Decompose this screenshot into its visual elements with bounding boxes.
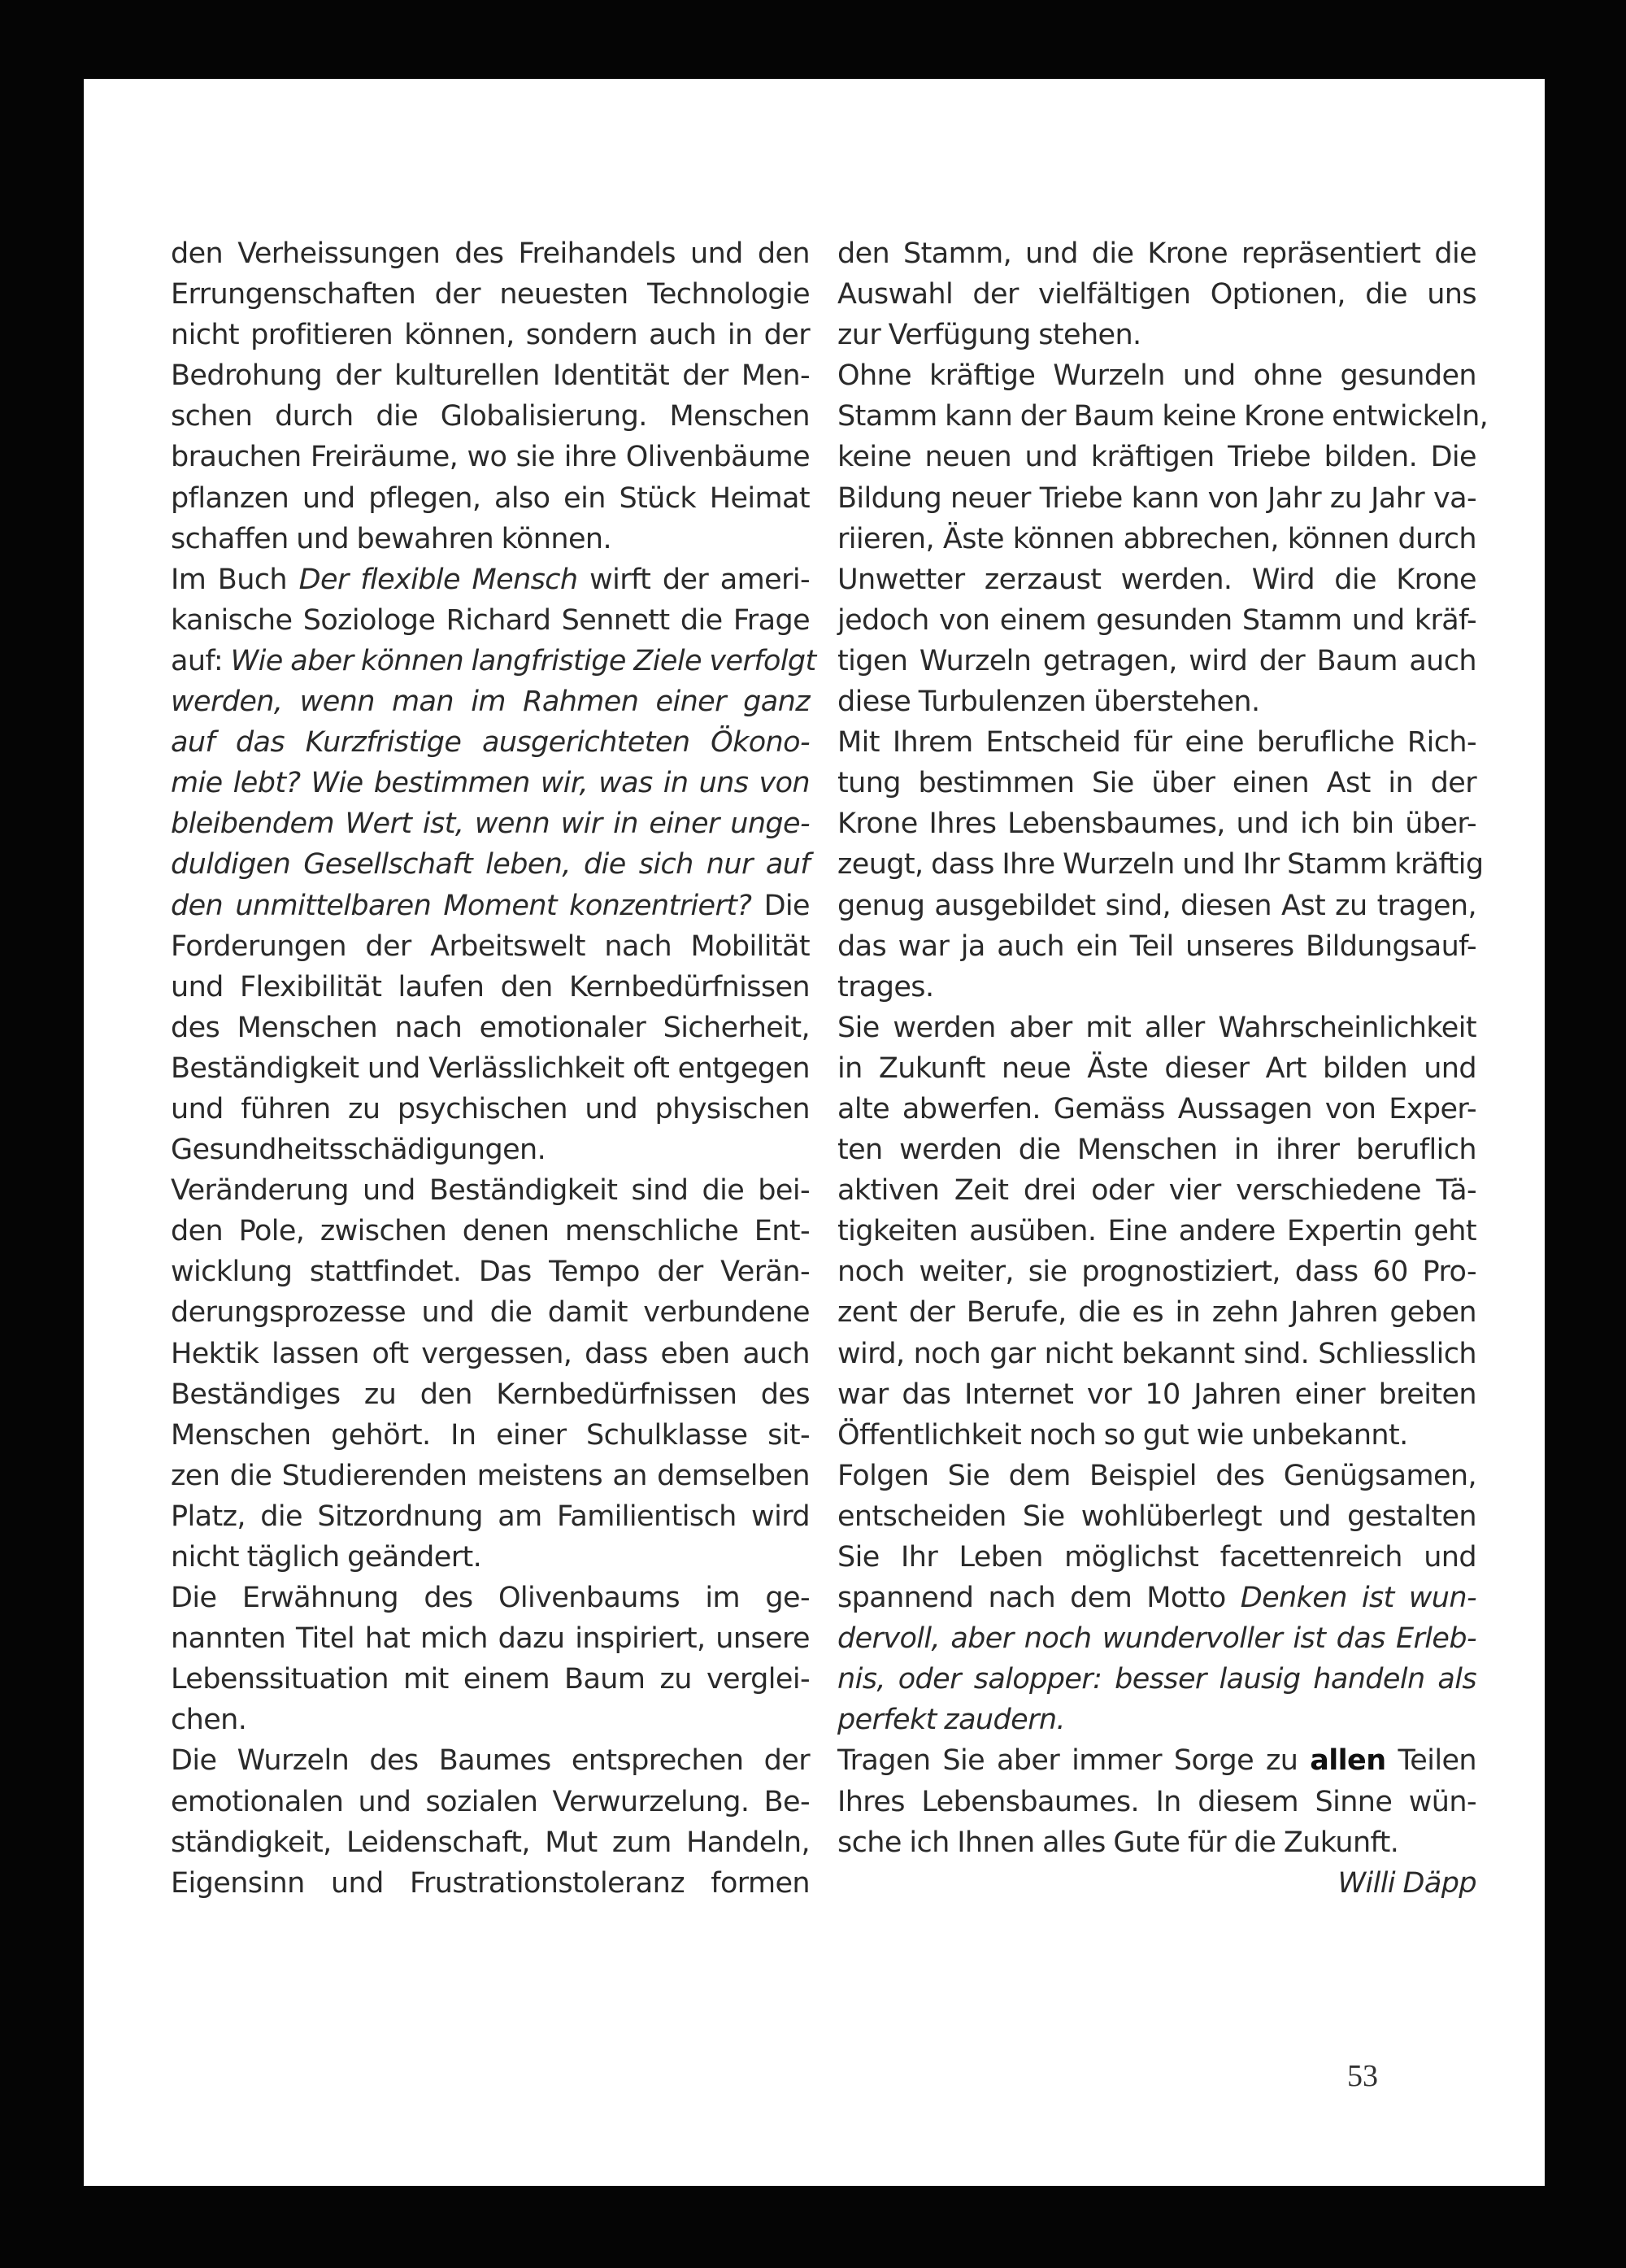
- text-run: Tragen Sie aber immer Sorge zu: [837, 1744, 1311, 1778]
- text-line: [171, 1496, 810, 1537]
- text-line: [171, 1211, 810, 1252]
- text-line: [837, 681, 1476, 722]
- text-run: Folgen Sie dem Beispiel des Genügsamen,: [837, 1459, 1476, 1492]
- paragraph: [837, 233, 1476, 355]
- italic-text: Wie aber können langfristige Ziele verfolgt: [230, 644, 816, 677]
- text-run: den Pole, zwischen denen menschliche Ent-: [171, 1215, 810, 1248]
- text-line: [837, 355, 1476, 396]
- italic-text: nis, oder salopper: besser lausig handeln als: [837, 1663, 1476, 1696]
- text-line: [171, 803, 810, 844]
- text-line: [171, 600, 810, 641]
- text-run: und Flexibilität laufen den Kernbedürfnissen: [171, 970, 810, 1003]
- text-line: [171, 274, 810, 315]
- text-run: tung bestimmen Sie über einen Ast in der: [837, 767, 1476, 800]
- text-line: [171, 1659, 810, 1700]
- text-line: [171, 1863, 810, 1904]
- text-line: [837, 600, 1476, 641]
- text-line: [837, 1292, 1476, 1333]
- text-line: [171, 519, 810, 559]
- text-line: [171, 1618, 810, 1659]
- italic-text: dervoll, aber noch wundervoller ist das Erleb-: [837, 1622, 1476, 1656]
- text-line: [837, 233, 1476, 274]
- text-run: Hektik lassen oft vergessen, dass eben auch: [171, 1337, 810, 1370]
- paragraph: [171, 559, 816, 1170]
- text-run: war das Internet vor 10 Jahren einer breiten: [837, 1378, 1476, 1411]
- text-run: chen.: [171, 1704, 247, 1737]
- document-page: [84, 79, 1545, 2186]
- text-line: [171, 1782, 810, 1822]
- paragraph: [171, 1578, 810, 1740]
- text-run: Beständigkeit und Verlässlichkeit oft entgegen: [171, 1051, 810, 1085]
- text-line: [837, 641, 1476, 681]
- text-run: nicht profitieren können, sondern auch in der: [171, 319, 810, 352]
- text-line: [171, 844, 810, 885]
- text-line: [171, 1740, 810, 1781]
- text-run: Im Buch: [171, 563, 299, 596]
- text-run: Menschen gehört. In einer Schulklasse sit-: [171, 1418, 810, 1452]
- text-run: Stamm kann der Baum keine Krone entwickeln,: [837, 400, 1489, 433]
- text-run: genug ausgebildet sind, diesen Ast zu tragen,: [837, 889, 1476, 922]
- text-run: Errungenschaften der neuesten Technologie: [171, 278, 810, 311]
- text-run: derungsprozesse und die damit verbundene: [171, 1296, 810, 1330]
- italic-text: auf das Kurzfristige ausgerichteten Ökono-: [171, 726, 810, 760]
- text-run: schen durch die Globalisierung. Menschen: [171, 400, 810, 433]
- text-line: [837, 1089, 1476, 1130]
- text-line: [837, 478, 1476, 519]
- text-line: [171, 1374, 810, 1415]
- text-run: zen die Studierenden meistens an demselben: [171, 1459, 810, 1492]
- text-run: riieren, Äste können abbrechen, können durch: [837, 522, 1476, 555]
- italic-text: Der flexible Mensch: [298, 563, 578, 596]
- text-line: [171, 1334, 810, 1374]
- text-run: den Stamm, und die Krone repräsentiert die: [837, 237, 1476, 270]
- paragraph: [171, 1740, 810, 1903]
- text-line: [171, 1415, 810, 1456]
- text-line: [171, 1292, 810, 1333]
- text-run: Ihres Lebensbaumes. In diesem Sinne wün-: [837, 1785, 1476, 1818]
- text-line: [837, 315, 1476, 355]
- text-line: [837, 1700, 1476, 1740]
- text-line: [171, 315, 810, 355]
- text-line: [837, 1252, 1476, 1292]
- paragraph: [171, 233, 810, 559]
- text-run: Forderungen der Arbeitswelt nach Mobilität: [171, 929, 810, 963]
- text-run: aktiven Zeit drei oder vier verschiedene Tä-: [837, 1174, 1476, 1208]
- text-run: und führen zu psychischen und physischen: [171, 1092, 810, 1125]
- text-run: Die Erwähnung des Olivenbaums im ge-: [171, 1582, 810, 1615]
- text-run: zeugt, dass Ihre Wurzeln und Ihr Stamm kräftig: [837, 848, 1484, 882]
- text-run: Mit Ihrem Entscheid für eine berufliche Rich-: [837, 726, 1476, 760]
- text-line: [171, 396, 810, 437]
- text-line: [171, 1170, 810, 1211]
- text-run: tigen Wurzeln getragen, wird der Baum auch: [837, 644, 1476, 677]
- text-run: Beständiges zu den Kernbedürfnissen des: [171, 1378, 810, 1411]
- text-line: [837, 1130, 1476, 1170]
- text-run: Eigensinn und Frustrationstoleranz formen: [171, 1866, 810, 1900]
- text-line: [837, 803, 1476, 844]
- page-number: 53: [1347, 2059, 1378, 2093]
- italic-text: den unmittelbaren Moment konzentriert?: [171, 889, 752, 922]
- text-line: [837, 1374, 1476, 1415]
- left-column: [171, 233, 816, 1904]
- text-line: [171, 1578, 810, 1618]
- text-line: [171, 1700, 810, 1740]
- text-line: [171, 559, 810, 600]
- text-run: emotionalen und sozialen Verwurzelung. Be-: [171, 1785, 810, 1818]
- text-line: [171, 355, 810, 396]
- text-line: [171, 1048, 810, 1089]
- text-line: [837, 722, 1476, 763]
- text-run: nicht täglich geändert.: [171, 1541, 482, 1574]
- text-line: [837, 1048, 1476, 1089]
- text-run: sche ich Ihnen alles Gute für die Zukunft.: [837, 1826, 1399, 1859]
- text-line: [171, 1822, 810, 1863]
- text-line: [837, 1578, 1476, 1618]
- text-run: den Verheissungen des Freihandels und den: [171, 237, 810, 270]
- text-line: [171, 926, 810, 967]
- text-line: [171, 763, 810, 803]
- text-line: [171, 1130, 810, 1170]
- text-run: schaffen und bewahren können.: [171, 522, 612, 555]
- text-run: Unwetter zerzaust werden. Wird die Krone: [837, 563, 1476, 596]
- text-run: Veränderung und Beständigkeit sind die bei-: [171, 1174, 810, 1208]
- right-column: [837, 233, 1489, 1904]
- text-run: Bedrohung der kulturellen Identität der Men-: [171, 359, 810, 393]
- signature-line: [837, 1863, 1476, 1904]
- text-line: [171, 1008, 810, 1048]
- text-run: des Menschen nach emotionaler Sicherheit,: [171, 1011, 810, 1044]
- text-line: [837, 396, 1489, 437]
- text-run: Öffentlichkeit noch so gut wie unbekannt.: [837, 1418, 1408, 1452]
- text-run: Gesundheitsschädigungen.: [171, 1134, 546, 1167]
- text-run: entscheiden Sie wohlüberlegt und gestalten: [837, 1500, 1476, 1533]
- italic-text: werden, wenn man im Rahmen einer ganz: [171, 686, 810, 719]
- text-run: kanische Soziologe Richard Sennett die Frage: [171, 603, 810, 637]
- text-line: [837, 437, 1476, 477]
- text-line: [837, 886, 1476, 926]
- text-line: [171, 437, 810, 477]
- paragraph: [171, 1170, 810, 1578]
- text-line: [171, 1537, 810, 1578]
- italic-text: bleibendem Wert ist, wenn wir in einer unge-: [171, 808, 810, 841]
- text-run: alte abwerfen. Gemäss Aussagen von Exper-: [837, 1092, 1476, 1125]
- text-run: jedoch von einem gesunden Stamm und kräf-: [837, 603, 1476, 637]
- text-run: auf:: [171, 644, 231, 677]
- text-line: [837, 844, 1484, 885]
- text-line: [837, 1334, 1476, 1374]
- text-run: noch weiter, sie prognostiziert, dass 60 Pro-: [837, 1256, 1476, 1289]
- text-line: [171, 641, 816, 681]
- text-run: Teilen: [1385, 1744, 1476, 1778]
- text-line: [837, 519, 1476, 559]
- text-line: [837, 1456, 1476, 1496]
- text-line: [171, 1089, 810, 1130]
- paragraph: [837, 1740, 1476, 1862]
- text-line: [837, 926, 1476, 967]
- text-line: [171, 722, 810, 763]
- text-run: Ohne kräftige Wurzeln und ohne gesunden: [837, 359, 1476, 393]
- text-run: das war ja auch ein Teil unseres Bildungsauf-: [837, 929, 1476, 963]
- text-run: Sie werden aber mit aller Wahrscheinlichkeit: [837, 1011, 1476, 1044]
- text-line: [837, 1659, 1476, 1700]
- text-line: [837, 274, 1476, 315]
- text-run: keine neuen und kräftigen Triebe bilden. Die: [837, 441, 1476, 474]
- text-line: [837, 1496, 1476, 1537]
- text-line: [837, 763, 1476, 803]
- text-run: zur Verfügung stehen.: [837, 319, 1141, 352]
- text-run: Auswahl der vielfältigen Optionen, die uns: [837, 278, 1476, 311]
- text-run: ständigkeit, Leidenschaft, Mut zum Handeln,: [171, 1826, 810, 1859]
- text-run: Bildung neuer Triebe kann von Jahr zu Jahr va-: [837, 481, 1476, 515]
- text-line: [837, 1537, 1476, 1578]
- text-line: [837, 1211, 1476, 1252]
- text-run: nannten Titel hat mich dazu inspiriert, unsere: [171, 1622, 810, 1656]
- paragraph: [837, 722, 1484, 1008]
- text-run: Die: [751, 889, 810, 922]
- text-line: [171, 1456, 810, 1496]
- text-run: wirft der ameri-: [577, 563, 810, 596]
- text-line: [171, 886, 810, 926]
- text-line: [171, 478, 810, 519]
- text-line: [837, 1782, 1476, 1822]
- signature: Willi Däpp: [1337, 1866, 1476, 1900]
- paragraph: [837, 1456, 1476, 1741]
- text-run: in Zukunft neue Äste dieser Art bilden und: [837, 1051, 1476, 1085]
- text-line: [171, 233, 810, 274]
- text-run: Sie Ihr Leben möglichst facettenreich und: [837, 1541, 1476, 1574]
- text-run: Krone Ihres Lebensbaumes, und ich bin über-: [837, 808, 1476, 841]
- italic-text: duldigen Gesellschaft leben, die sich nur auf: [171, 848, 810, 882]
- text-run: Platz, die Sitzordnung am Familientisch wird: [171, 1500, 810, 1533]
- paragraph: [837, 1008, 1476, 1456]
- text-line: [837, 1618, 1476, 1659]
- text-run: diese Turbulenzen überstehen.: [837, 686, 1260, 719]
- text-line: [837, 1170, 1476, 1211]
- text-run: spannend nach dem Motto: [837, 1582, 1241, 1615]
- paragraph: [837, 355, 1489, 722]
- text-run: ten werden die Menschen in ihrer beruflich: [837, 1134, 1476, 1167]
- text-line: [837, 967, 1476, 1008]
- text-run: wicklung stattfindet. Das Tempo der Verän-: [171, 1256, 810, 1289]
- text-run: tigkeiten ausüben. Eine andere Expertin geht: [837, 1215, 1476, 1248]
- text-run: pflanzen und pflegen, also ein Stück Heimat: [171, 481, 810, 515]
- text-run: wird, noch gar nicht bekannt sind. Schliesslich: [837, 1337, 1476, 1370]
- text-line: [837, 1822, 1476, 1863]
- italic-text: mie lebt? Wie bestimmen wir, was in uns von: [171, 767, 810, 800]
- text-line: [837, 1415, 1476, 1456]
- text-run: brauchen Freiräume, wo sie ihre Olivenbäume: [171, 441, 810, 474]
- italic-text: Denken ist wun-: [1240, 1582, 1476, 1615]
- text-line: [171, 681, 810, 722]
- text-line: [837, 1008, 1476, 1048]
- text-run: Lebenssituation mit einem Baum zu verglei-: [171, 1663, 810, 1696]
- bold-text: allen: [1310, 1744, 1386, 1778]
- text-line: [837, 1740, 1476, 1781]
- text-line: [837, 559, 1476, 600]
- text-run: zent der Berufe, die es in zehn Jahren geben: [837, 1296, 1476, 1330]
- text-run: trages.: [837, 970, 934, 1003]
- text-line: [171, 1252, 810, 1292]
- text-run: Die Wurzeln des Baumes entsprechen der: [171, 1744, 810, 1778]
- text-line: [171, 967, 810, 1008]
- italic-text: perfekt zaudern.: [837, 1704, 1065, 1737]
